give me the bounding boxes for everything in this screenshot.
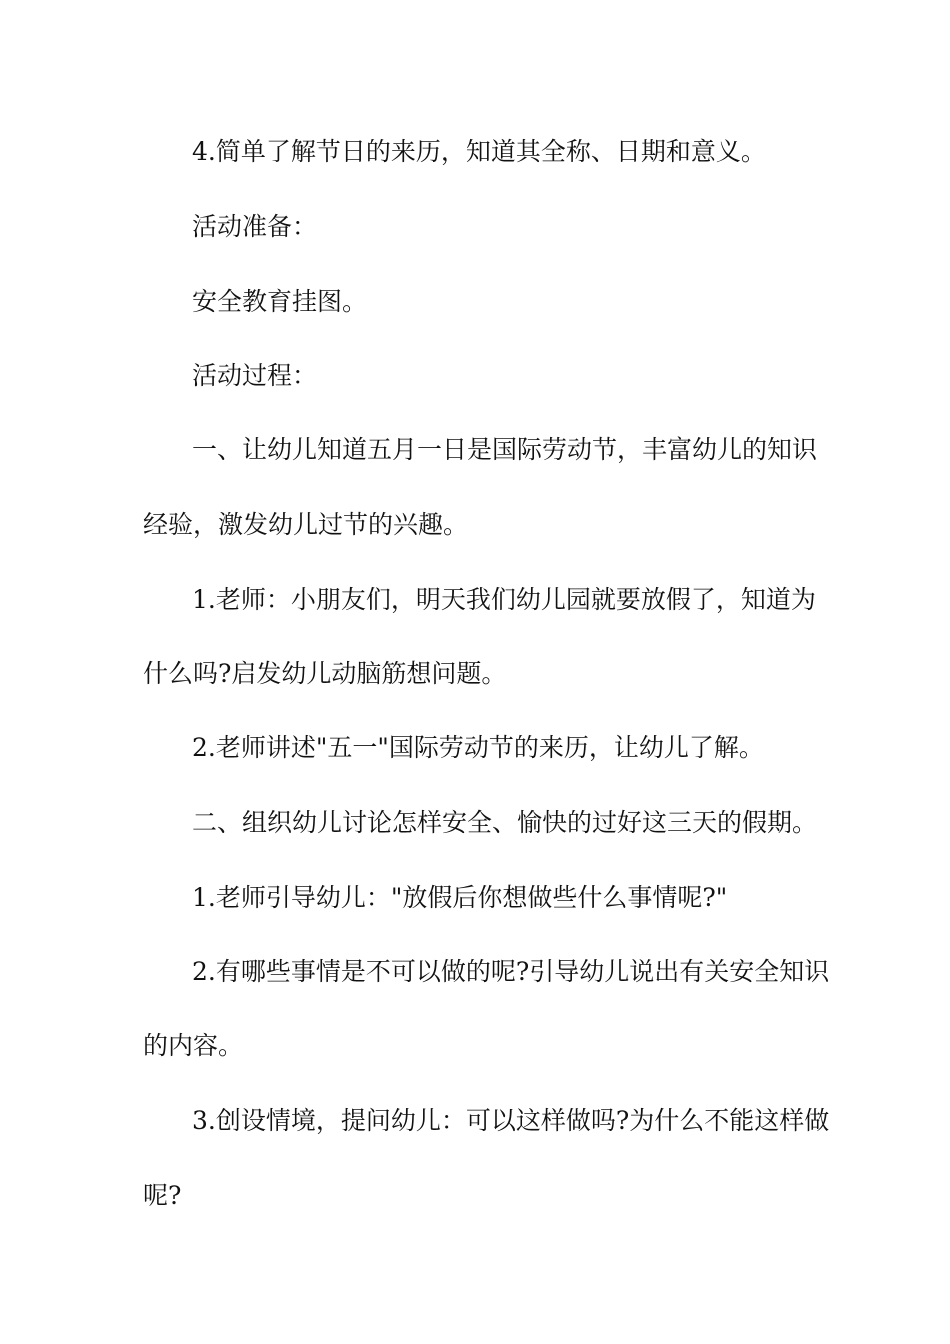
section-heading-process: 活动过程： (192, 361, 318, 390)
paragraph-line: 什么吗?启发幼儿动脑筋想问题。 (143, 659, 507, 688)
paragraph-line: 二、组织幼儿讨论怎样安全、愉快的过好这三天的假期。 (192, 808, 818, 837)
paragraph-line: 一、让幼儿知道五月一日是国际劳动节，丰富幼儿的知识 (192, 435, 818, 464)
paragraph-line: 1.老师引导幼儿："放假后你想做些什么事情呢?" (192, 883, 728, 912)
paragraph-line: 安全教育挂图。 (192, 287, 368, 316)
section-heading-preparation: 活动准备： (192, 212, 318, 241)
paragraph-line: 呢? (143, 1181, 182, 1210)
paragraph-line: 4.简单了解节日的来历，知道其全称、日期和意义。 (192, 137, 766, 166)
paragraph-line: 经验，激发幼儿过节的兴趣。 (143, 510, 469, 539)
paragraph-line: 1.老师：小朋友们，明天我们幼儿园就要放假了，知道为 (192, 585, 816, 614)
paragraph-line: 2.老师讲述"五一"国际劳动节的来历，让幼儿了解。 (192, 733, 764, 762)
paragraph-line: 3.创设情境，提问幼儿：可以这样做吗?为什么不能这样做 (192, 1106, 830, 1135)
paragraph-line: 的内容。 (143, 1031, 244, 1060)
paragraph-line: 2.有哪些事情是不可以做的呢?引导幼儿说出有关安全知识 (192, 957, 830, 986)
